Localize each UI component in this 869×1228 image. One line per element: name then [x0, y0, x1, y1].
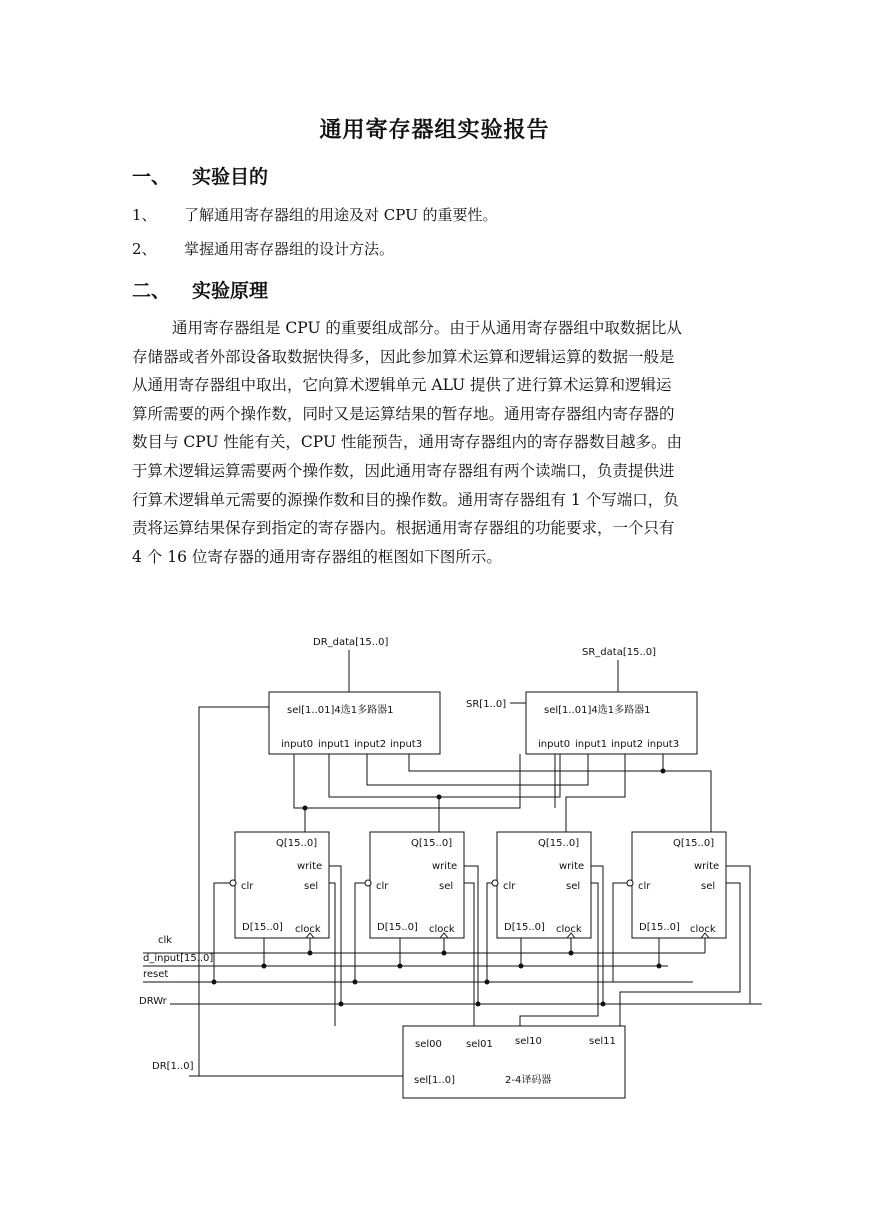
reg0-d-label: D[15..0]: [242, 922, 283, 933]
reg3-sel-label: sel: [701, 881, 716, 892]
decoder-sel00: sel00: [415, 1039, 442, 1050]
dr-data-label: DR_data[15..0]: [313, 637, 389, 648]
clk-label: clk: [158, 935, 173, 946]
paragraph-line: 于算术逻辑运算需要两个操作数，因此通用寄存器组有两个读端口，负责提供进: [132, 461, 675, 480]
reg1-clr-label: clr: [376, 881, 389, 892]
decoder-sel01: sel01: [466, 1039, 493, 1050]
reg2-clock-label: clock: [556, 924, 582, 935]
reg1-clock-label: clock: [429, 924, 455, 935]
paragraph-line: 数目与 CPU 性能有关，CPU 性能预告，通用寄存器组内的寄存器数目越多。由: [132, 433, 682, 452]
paragraph-line: 行算术逻辑单元需要的源操作数和目的操作数。通用寄存器组有 1 个写端口，负: [132, 490, 679, 509]
reg3-write-label: write: [694, 861, 720, 872]
sr-data-label: SR_data[15..0]: [582, 647, 657, 658]
clock-markers: [306, 933, 709, 938]
mux1-sel-label: sel[1..01]4选1多路器1: [287, 705, 394, 716]
reset-label: reset: [143, 969, 169, 980]
reg2-q-label: Q[15..0]: [538, 838, 580, 849]
reg3-q-label: Q[15..0]: [673, 838, 715, 849]
reg0-clock-label: clock: [295, 924, 321, 935]
drwr-label: DRWr: [139, 996, 167, 1007]
reg1-write-label: write: [432, 861, 458, 872]
paragraph-line: 责将运算结果保存到指定的寄存器内。根据通用寄存器组的功能要求，一个只有: [132, 519, 675, 538]
list-item-text: 掌握通用寄存器组的设计方法。: [184, 240, 395, 258]
reg2-sel-label: sel: [566, 881, 581, 892]
mux1-input0: input0: [281, 739, 314, 750]
decoder-sel11: sel11: [589, 1036, 616, 1047]
mux2-input1: input1: [575, 739, 608, 750]
reg3-d-label: D[15..0]: [639, 922, 680, 933]
paragraph-line: 通用寄存器组是 CPU 的重要组成部分。由于从通用寄存器组中取数据比从: [172, 319, 682, 337]
reg1-q-label: Q[15..0]: [411, 838, 453, 849]
d-input-label: d_input[15..0]: [143, 953, 214, 964]
mux1-input3: input3: [390, 739, 423, 750]
sr-select-label: SR[1..0]: [466, 699, 507, 710]
reg2-write-label: write: [559, 861, 585, 872]
reg0-sel-label: sel: [304, 881, 319, 892]
mux2-input0: input0: [538, 739, 571, 750]
mux1-input2: input2: [354, 739, 387, 750]
mux2-input2: input2: [611, 739, 644, 750]
mux2-input3: input3: [647, 739, 680, 750]
mux2-sel-label: sel[1..01]4选1多路器1: [544, 705, 651, 716]
decoder-sel10: sel10: [515, 1036, 542, 1047]
page-title: 通用寄存器组实验报告: [319, 118, 550, 143]
list-item-text: 了解通用寄存器组的用途及对 CPU 的重要性。: [184, 206, 498, 224]
section-title: 实验原理: [192, 280, 269, 302]
dr-select-label: DR[1..0]: [152, 1061, 194, 1072]
paragraph-line: 算所需要的两个操作数，同时又是运算结果的暂存地。通用寄存器组内寄存器的: [132, 404, 675, 423]
reg3-clock-label: clock: [690, 924, 716, 935]
decoder-name-label: 2-4译码器: [505, 1075, 552, 1086]
reg1-sel-label: sel: [439, 881, 454, 892]
section-number: 二、: [132, 280, 171, 302]
paragraph-line: 4 个 16 位寄存器的通用寄存器组的框图如下图所示。: [132, 547, 502, 566]
reg0-clr-label: clr: [241, 881, 254, 892]
section-number: 一、: [132, 166, 171, 188]
list-item-number: 1、: [132, 206, 157, 224]
reg0-q-label: Q[15..0]: [276, 838, 318, 849]
decoder-sel-label: sel[1..0]: [414, 1075, 456, 1086]
paragraph-line: 从通用寄存器组中取出，它向算术逻辑单元 ALU 提供了进行算术运算和逻辑运: [132, 376, 672, 395]
mux1-input1: input1: [318, 739, 351, 750]
reg3-clr-label: clr: [638, 881, 651, 892]
section-title: 实验目的: [192, 166, 269, 188]
list-item-number: 2、: [132, 240, 157, 258]
paragraph-line: 存储器或者外部设备取数据快得多，因此参加算术运算和逻辑运算的数据一般是: [132, 347, 675, 366]
reg1-d-label: D[15..0]: [377, 922, 418, 933]
reg2-clr-label: clr: [503, 881, 516, 892]
reg2-d-label: D[15..0]: [504, 922, 545, 933]
reg0-write-label: write: [297, 861, 323, 872]
